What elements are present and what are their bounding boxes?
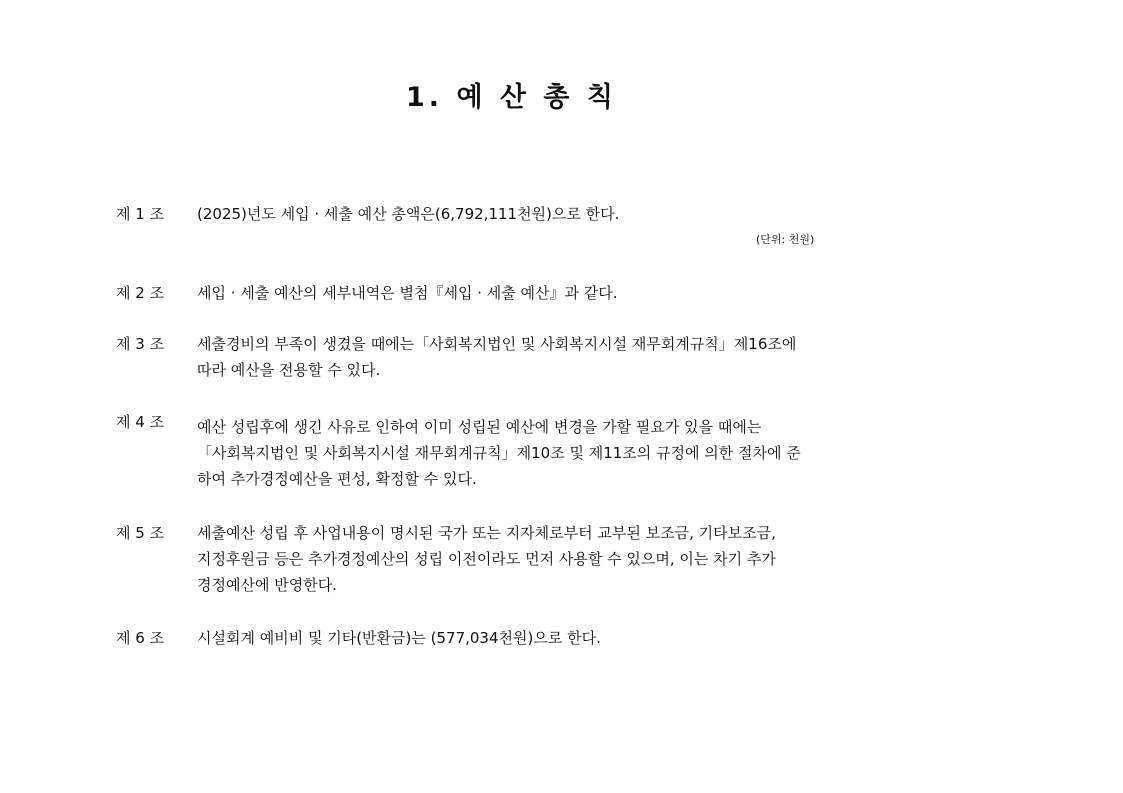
- article-line: 「사회복지법인 및 사회복지시설 재무회계규칙」제10조 및 제11조의 규정에 의한 절차에 준: [197, 444, 801, 462]
- article-line: 경정예산에 반영한다.: [197, 576, 337, 594]
- article-body: [197, 280, 873, 306]
- article-line: 지정후원금 등은 추가경정예산의 성립 이전이라도 먼저 사용할 수 있으며, 이는 차기 추가: [197, 550, 776, 568]
- article-line: 하여 추가경정예산을 편성, 확정할 수 있다.: [197, 470, 477, 488]
- article-1: [116, 201, 886, 227]
- article-body: [197, 331, 873, 383]
- article-line: (2025)년도 세입 · 세출 예산 총액은(6,792,111천원)으로 한다.: [197, 205, 620, 223]
- article-body: [197, 625, 873, 651]
- article-line: 세입 · 세출 예산의 세부내역은 별첨『세입 · 세출 예산』과 같다.: [197, 284, 618, 302]
- article-6: [116, 625, 886, 651]
- article-line: 세출경비의 부족이 생겼을 때에는「사회복지법인 및 사회복지시설 재무회계규칙」제16조에: [197, 335, 797, 353]
- article-body: [197, 409, 873, 492]
- article-2: [116, 280, 886, 306]
- article-5: [116, 520, 886, 598]
- unit-note: (단위: 천원): [756, 233, 815, 246]
- article-3: [116, 331, 886, 383]
- article-4: [116, 409, 886, 492]
- article-body: [197, 201, 873, 227]
- article-label: 제 5 조: [116, 524, 165, 542]
- article-line: 세출예산 성립 후 사업내용이 명시된 국가 또는 지자체로부터 교부된 보조금, 기타보조금,: [197, 524, 776, 542]
- article-line: 따라 예산을 전용할 수 있다.: [197, 361, 381, 379]
- article-label: 제 4 조: [116, 413, 165, 431]
- article-line: 예산 성립후에 생긴 사유로 인하여 이미 성립된 예산에 변경을 가할 필요가 있을 때에는: [197, 418, 762, 436]
- page-title: 1. 예 산 총 칙: [406, 82, 617, 113]
- article-label: 제 2 조: [116, 284, 165, 302]
- article-body: [197, 520, 873, 598]
- article-label: 제 6 조: [116, 629, 165, 647]
- article-label: 제 1 조: [116, 205, 165, 223]
- article-line: 시설회계 예비비 및 기타(반환금)는 (577,034천원)으로 한다.: [197, 629, 601, 647]
- article-label: 제 3 조: [116, 335, 165, 353]
